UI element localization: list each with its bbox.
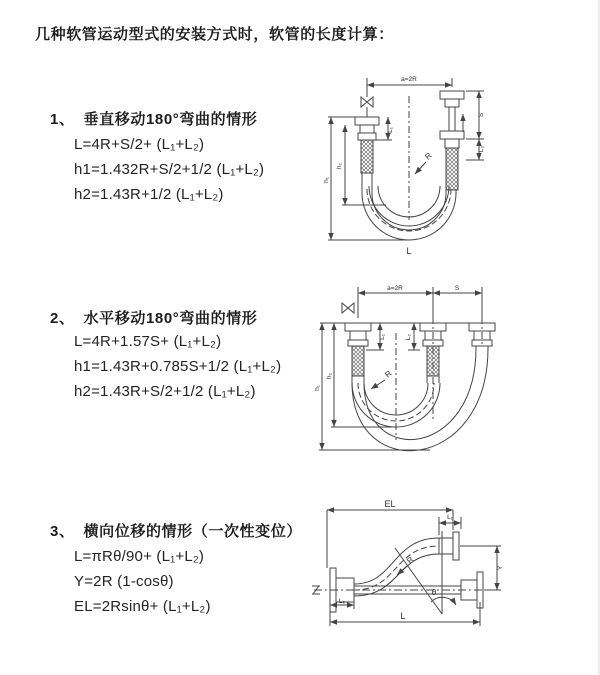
label-l2: L₂ — [478, 145, 485, 153]
label-l1: L₁ — [447, 514, 453, 521]
section2-formula-h1: h1=1.43R+0.785S+1/2 (L₁+L₂) — [74, 358, 282, 375]
diagram-vertical-move-180-bend — [318, 68, 493, 263]
label-r: R — [423, 150, 434, 162]
valve-icon — [342, 303, 354, 313]
angle-construction — [395, 531, 456, 614]
left-fitting — [355, 117, 379, 173]
s-curve-hose — [354, 538, 439, 596]
section1-formula-L: L=4R+S/2+ (L₁+L₂) — [74, 136, 205, 153]
section3-heading-text: 横向位移的情形（一次性变位） — [83, 523, 302, 540]
valve-icon — [361, 91, 373, 117]
label-y: Y — [497, 565, 504, 571]
label-h1: h₁ — [323, 177, 330, 183]
dim-el — [327, 510, 453, 568]
middle-fitting — [420, 323, 446, 376]
diagram-lateral-displacement — [300, 498, 505, 646]
section2-formula-h2: h2=1.43R+S/2+1/2 (L₁+L₂) — [74, 383, 256, 400]
section1-formula-h2: h2=1.43R+1/2 (L₁+L₂) — [74, 186, 224, 203]
section3-formula-EL: EL=2Rsinθ+ (L₁+L₂) — [74, 598, 211, 615]
radius-leader — [397, 566, 407, 575]
dim-a2r — [358, 287, 482, 318]
label-el: EL — [384, 499, 396, 509]
section2-formula-L: L=4R+1.57S+ (L₁+L₂) — [74, 333, 222, 350]
label-s: S — [454, 285, 460, 292]
label-l2: L₂ — [338, 598, 346, 605]
label-s: S — [478, 112, 485, 118]
section2-heading-text: 水平移动180°弯曲的情形 — [83, 310, 258, 327]
hose-position-b — [352, 346, 488, 451]
label-l2: L₂ — [405, 333, 412, 341]
label-l: L — [406, 246, 412, 256]
label-r: R — [383, 368, 394, 380]
section3-formula-Y: Y=2R (1-cosθ) — [74, 573, 174, 590]
label-r: R — [405, 555, 416, 566]
label-l1: L₁ — [387, 127, 394, 133]
dim-y — [460, 546, 501, 590]
label-l1: L₁ — [379, 334, 386, 340]
section2-heading — [50, 307, 257, 328]
label-h2: h₂ — [326, 372, 333, 380]
section1-heading-text: 垂直移动180°弯曲的情形 — [83, 111, 258, 128]
section1-heading — [50, 108, 257, 129]
label-h2: h₂ — [336, 162, 343, 170]
diagram-horizontal-move-180-bend — [310, 278, 505, 473]
dim-h1 — [328, 117, 408, 240]
radius-leader — [415, 162, 426, 174]
section3-formula-L: L=πRθ/90+ (L₁+L₂) — [74, 548, 205, 565]
label-a2r: a=2R — [387, 285, 403, 292]
section3-number: 3、 — [50, 523, 75, 540]
label-h1: h₁ — [314, 385, 321, 391]
label-theta: θ — [431, 588, 437, 597]
radius-leader — [371, 380, 385, 389]
page-title: 几种软管运动型式的安装方式时，软管的长度计算： — [35, 26, 394, 43]
section3-heading — [50, 520, 302, 541]
label-l: L — [400, 611, 406, 621]
label-a2r: a=2R — [401, 76, 417, 83]
section1-formula-h1: h1=1.432R+S/2+1/2 (L₁+L₂) — [74, 161, 265, 178]
section2-number: 2、 — [50, 310, 75, 327]
section1-number: 1、 — [50, 111, 75, 128]
right-fitting — [440, 91, 464, 190]
